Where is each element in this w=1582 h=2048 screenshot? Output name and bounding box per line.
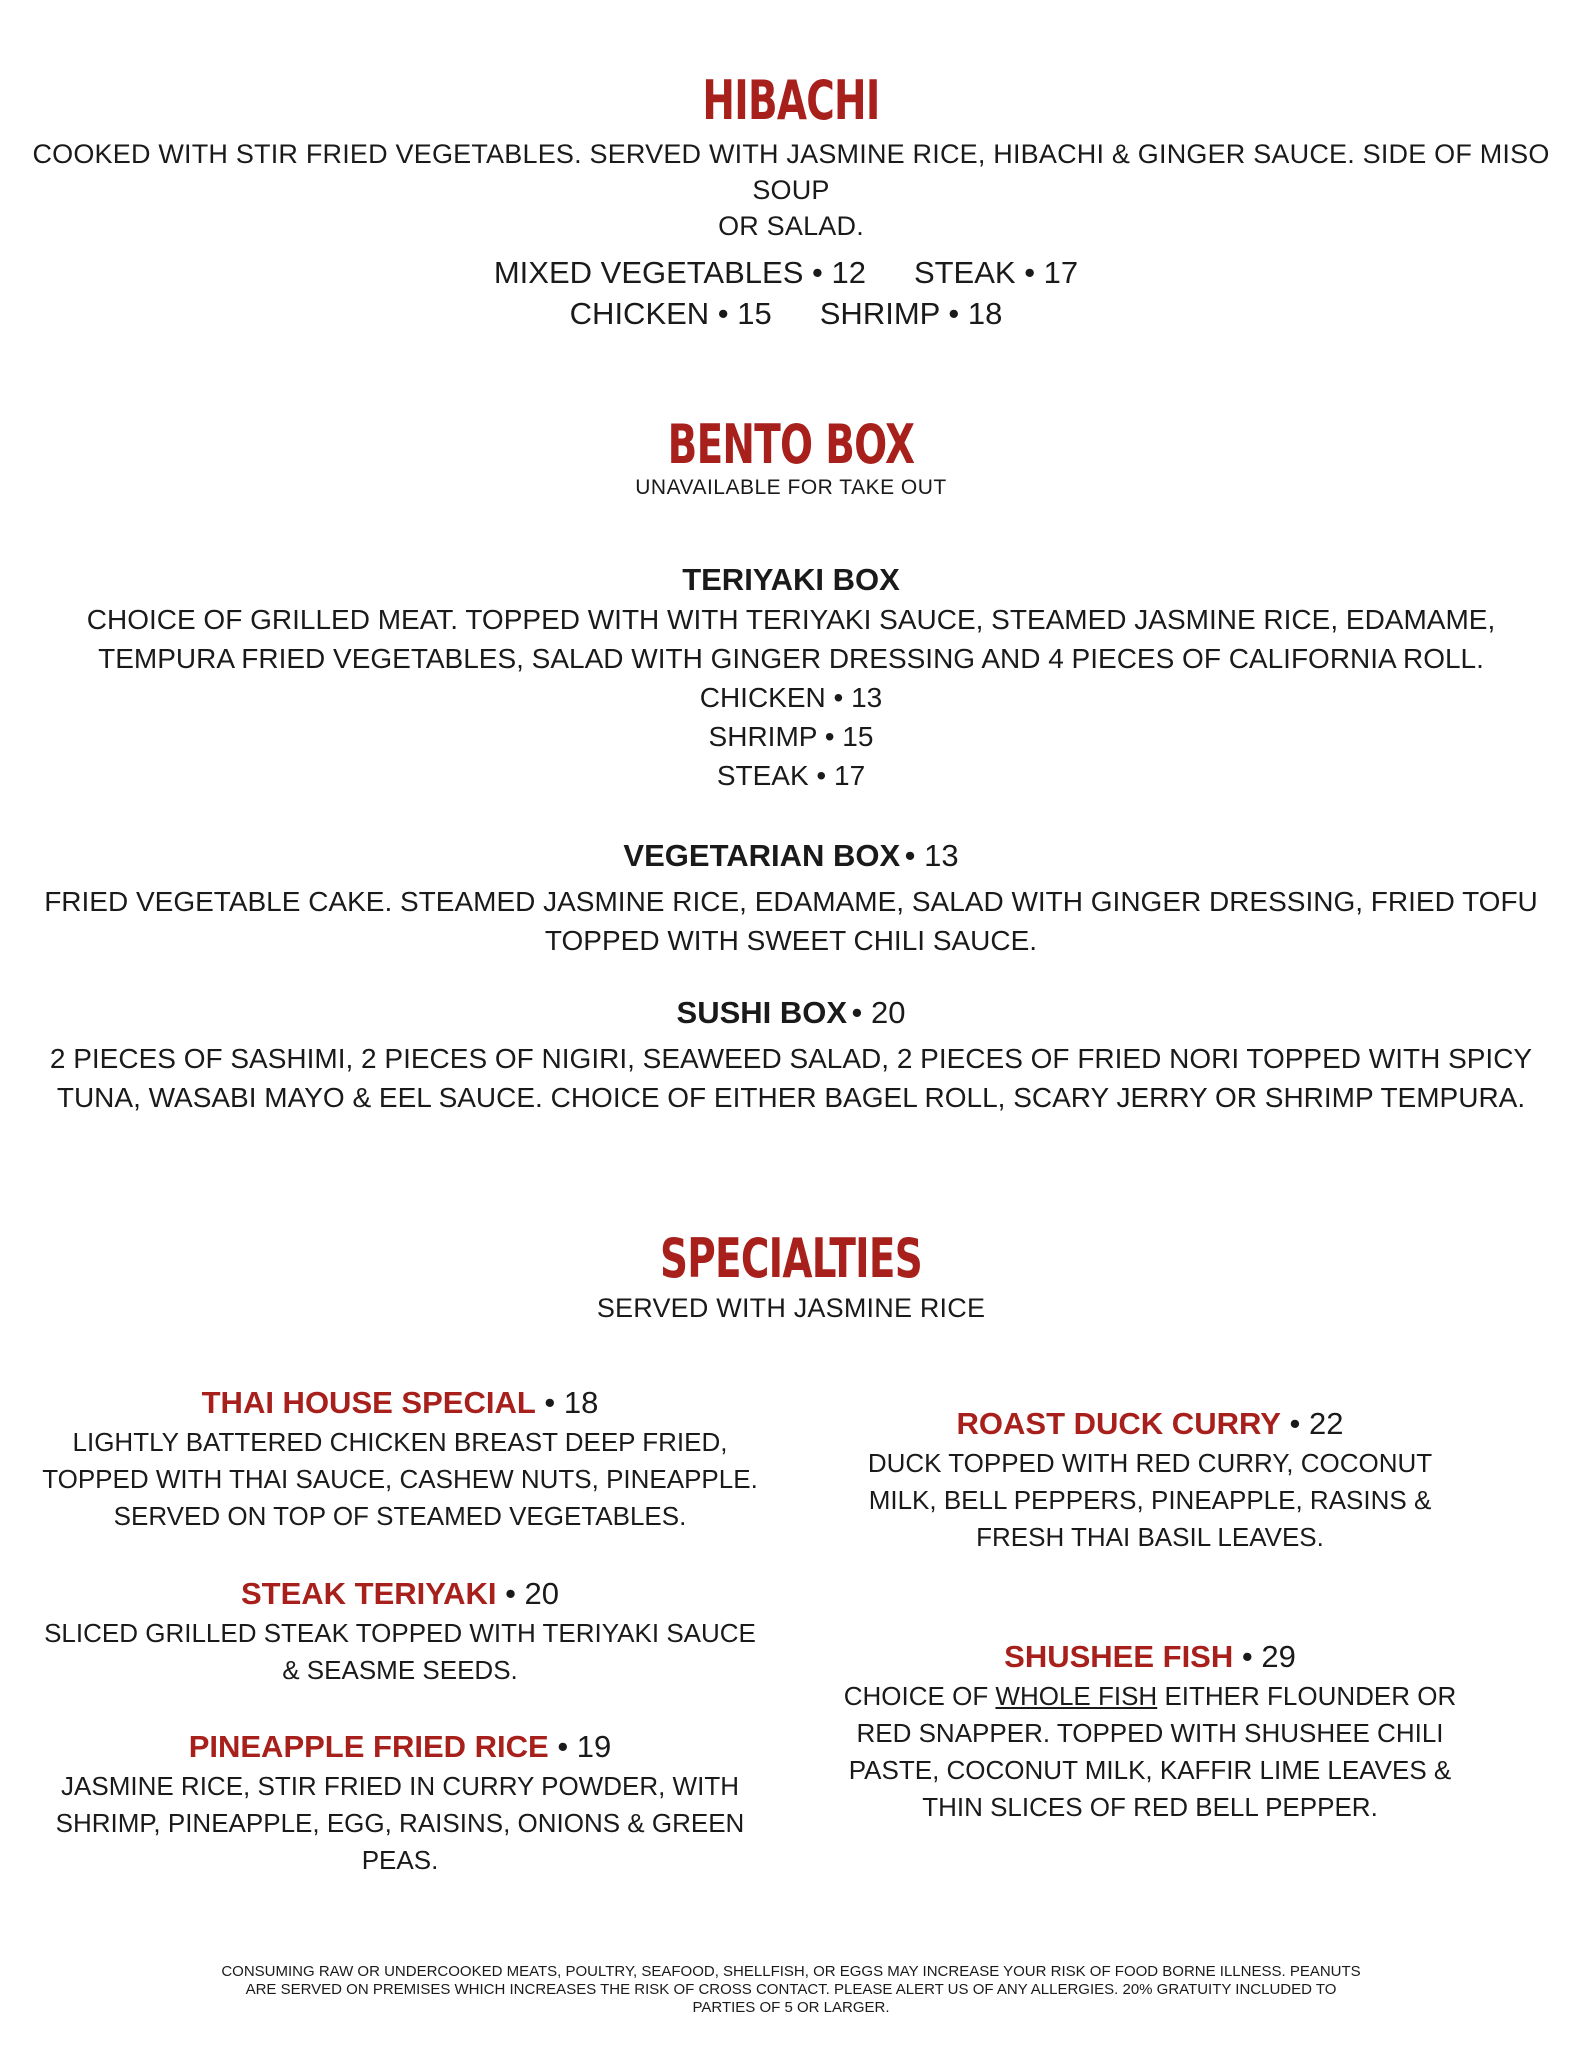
teriyaki-option: STEAK • 17	[716, 760, 866, 791]
thai-house-special-desc: TOPPED WITH THAI SAUCE, CASHEW NUTS, PINEAPPLE.	[42, 1464, 758, 1494]
hibachi-subtitle-line2: OR SALAD.	[718, 211, 864, 241]
vegetarian-box-desc-line1: FRIED VEGETABLE CAKE. STEAMED JASMINE RICE, EDAMAME, SALAD WITH GINGER DRESSING, FRIED TOFU	[44, 886, 1538, 917]
steak-teriyaki-desc: SLICED GRILLED STEAK TOPPED WITH TERIYAKI SAUCE	[44, 1618, 756, 1648]
thai-house-special-price: • 18	[544, 1385, 599, 1420]
bento-title: BENTO BOX	[667, 413, 915, 476]
sushi-box-desc-line1: 2 PIECES OF SASHIMI, 2 PIECES OF NIGIRI, SEAWEED SALAD, 2 PIECES OF FRIED NORI TOPPED WITH SPICY	[49, 1043, 1533, 1074]
bento-note: UNAVAILABLE FOR TAKE OUT	[635, 476, 947, 499]
roast-duck-curry-name: ROAST DUCK CURRY	[956, 1406, 1281, 1441]
sushi-box-name: SUSHI BOX	[676, 995, 848, 1030]
hibachi-option: STEAK • 17	[913, 255, 1079, 290]
hibachi-option: CHICKEN • 15	[569, 296, 772, 331]
teriyaki-box-desc-line1: CHOICE OF GRILLED MEAT. TOPPED WITH WITH TERIYAKI SAUCE, STEAMED JASMINE RICE, EDAMAME,	[86, 604, 1496, 635]
disclaimer-line: CONSUMING RAW OR UNDERCOOKED MEATS, POULTRY, SEAFOOD, SHELLFISH, OR EGGS MAY INCREASE YOUR RISK OF FOOD BORNE ILLNESS. PEANUTS	[221, 1963, 1361, 1980]
allergy-disclaimer	[0, 1963, 1582, 2017]
shushee-fish-desc: RED SNAPPER. TOPPED WITH SHUSHEE CHILI	[856, 1718, 1444, 1748]
steak-teriyaki	[40, 1573, 760, 1689]
sushi-box-desc-line2: TUNA, WASABI MAYO & EEL SAUCE. CHOICE OF EITHER BAGEL ROLL, SCARY JERRY OR SHRIMP TEMPURA.	[56, 1082, 1526, 1113]
bento-title-wrap	[0, 413, 1582, 476]
hibachi-price-row-1	[0, 252, 1582, 294]
hibachi-option: MIXED VEGETABLES • 12	[493, 255, 866, 290]
pineapple-fried-rice-desc: PEAS.	[361, 1845, 439, 1875]
shushee-fish-heading	[820, 1636, 1480, 1678]
roast-duck-curry-desc: DUCK TOPPED WITH RED CURRY, COCONUT	[867, 1448, 1433, 1478]
pineapple-fried-rice-desc: JASMINE RICE, STIR FRIED IN CURRY POWDER, WITH	[61, 1771, 739, 1801]
shushee-fish-desc-part: CHOICE OF	[843, 1681, 996, 1711]
vegetarian-box	[0, 836, 1582, 960]
vegetarian-box-heading	[0, 836, 1582, 882]
roast-duck-curry-desc: MILK, BELL PEPPERS, PINEAPPLE, RASINS &	[868, 1485, 1432, 1515]
thai-house-special-desc: LIGHTLY BATTERED CHICKEN BREAST DEEP FRIED,	[72, 1427, 728, 1457]
sushi-box	[0, 993, 1582, 1117]
roast-duck-curry-heading	[820, 1403, 1480, 1445]
hibachi-subtitle	[0, 136, 1582, 244]
sushi-box-heading	[0, 993, 1582, 1039]
roast-duck-curry-price: • 22	[1289, 1406, 1344, 1441]
teriyaki-option: CHICKEN • 13	[699, 682, 883, 713]
pineapple-fried-rice-heading	[40, 1726, 760, 1768]
steak-teriyaki-heading	[40, 1573, 760, 1615]
shushee-fish-desc-line1	[820, 1678, 1480, 1715]
pineapple-fried-rice	[40, 1726, 760, 1879]
thai-house-special	[40, 1382, 760, 1535]
hibachi-title: HIBACHI	[702, 69, 880, 132]
specialties-subtitle: SERVED WITH JASMINE RICE	[596, 1293, 986, 1323]
thai-house-special-name: THAI HOUSE SPECIAL	[201, 1385, 536, 1420]
disclaimer-line: PARTIES OF 5 OR LARGER.	[692, 1999, 890, 2016]
shushee-fish-desc-part: EITHER FLOUNDER OR	[1157, 1681, 1457, 1711]
roast-duck-curry-desc: FRESH THAI BASIL LEAVES.	[976, 1522, 1324, 1552]
hibachi-price-row-2	[0, 293, 1582, 335]
teriyaki-option: SHRIMP • 15	[708, 721, 874, 752]
specialties-title-wrap	[0, 1227, 1582, 1290]
pineapple-fried-rice-desc: SHRIMP, PINEAPPLE, EGG, RAISINS, ONIONS & GREEN	[55, 1808, 745, 1838]
hibachi-subtitle-line1: COOKED WITH STIR FRIED VEGETABLES. SERVED WITH JASMINE RICE, HIBACHI & GINGER SAUCE. SIDE OF MISO SOUP	[32, 139, 1550, 205]
shushee-fish-price: • 29	[1241, 1639, 1296, 1674]
pineapple-fried-rice-name: PINEAPPLE FRIED RICE	[188, 1729, 549, 1764]
disclaimer-line: ARE SERVED ON PREMISES WHICH INCREASES THE RISK OF CROSS CONTACT. PLEASE ALERT US OF ANY ALLERGIES. 20% GRATUITY INCLUDED TO	[245, 1981, 1337, 1998]
shushee-fish-name: SHUSHEE FISH	[1004, 1639, 1234, 1674]
hibachi-title-wrap	[0, 69, 1582, 132]
vegetarian-box-name: VEGETARIAN BOX	[623, 838, 901, 873]
teriyaki-box	[0, 560, 1582, 795]
shushee-fish-desc: PASTE, COCONUT MILK, KAFFIR LIME LEAVES &	[848, 1755, 1452, 1785]
teriyaki-box-name: TERIYAKI BOX	[682, 562, 900, 597]
steak-teriyaki-name: STEAK TERIYAKI	[240, 1576, 497, 1611]
thai-house-special-desc: SERVED ON TOP OF STEAMED VEGETABLES.	[113, 1501, 687, 1531]
teriyaki-box-desc-line2: TEMPURA FRIED VEGETABLES, SALAD WITH GINGER DRESSING AND 4 PIECES OF CALIFORNIA ROLL.	[98, 643, 1484, 674]
shushee-fish	[820, 1636, 1480, 1826]
steak-teriyaki-price: • 20	[505, 1576, 560, 1611]
steak-teriyaki-desc: & SEASME SEEDS.	[282, 1655, 518, 1685]
sushi-box-price: • 20	[851, 995, 906, 1030]
roast-duck-curry	[820, 1403, 1480, 1556]
hibachi-option: SHRIMP • 18	[819, 296, 1003, 331]
vegetarian-box-desc-line2: TOPPED WITH SWEET CHILI SAUCE.	[544, 925, 1038, 956]
shushee-fish-desc: THIN SLICES OF RED BELL PEPPER.	[922, 1792, 1378, 1822]
specialties-title: SPECIALTIES	[659, 1227, 923, 1290]
thai-house-special-heading	[40, 1382, 760, 1424]
vegetarian-box-price: • 13	[904, 838, 959, 873]
pineapple-fried-rice-price: • 19	[557, 1729, 612, 1764]
whole-fish-underlined: WHOLE FISH	[995, 1681, 1158, 1711]
